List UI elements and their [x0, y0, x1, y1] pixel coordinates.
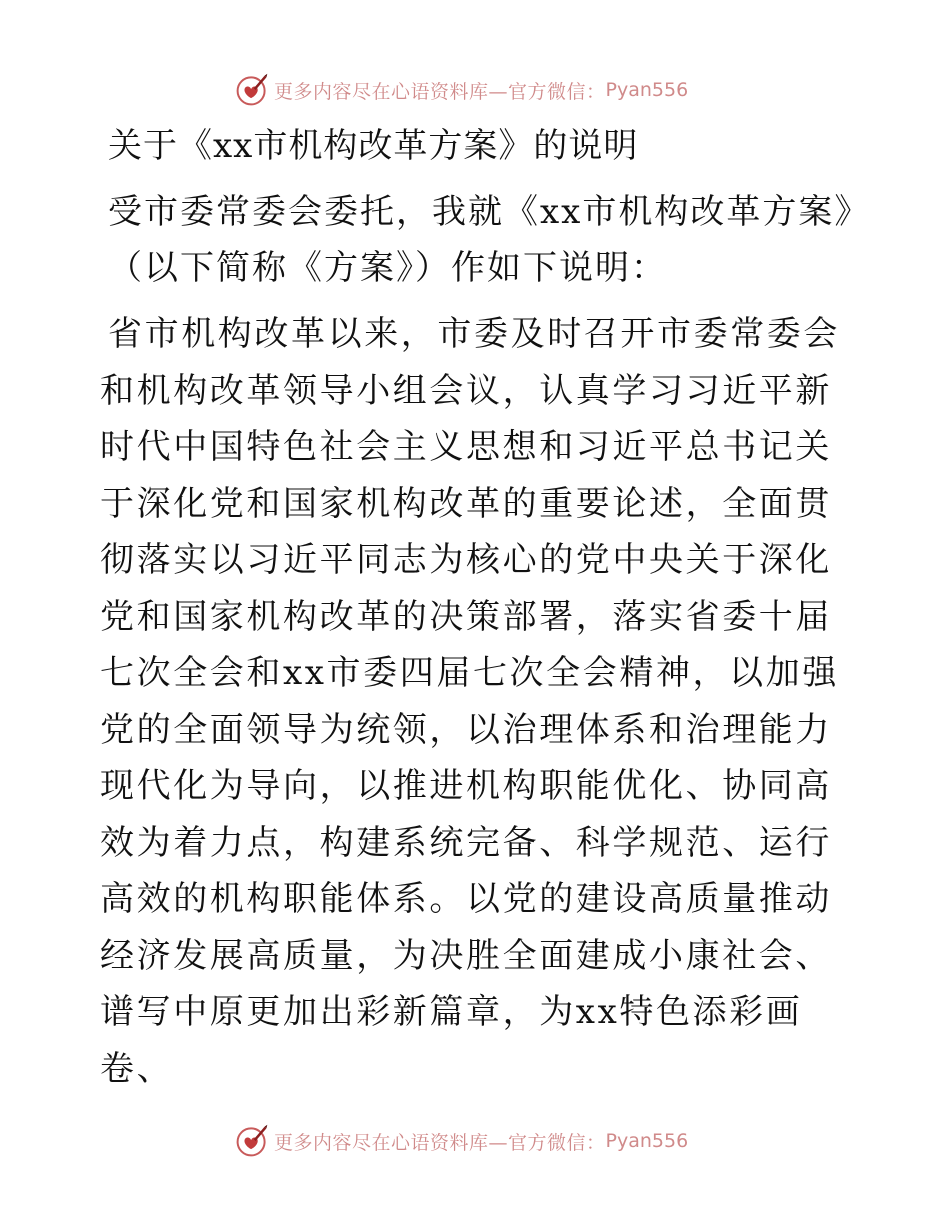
paragraph-2: 省市机构改革以来，市委及时召开市委常委会和机构改革领导小组会议，认真学习习近平新时代中国特色社会主义思想和习近平总书记关于深化党和国家机构改革的重要论述，全面贯彻落实以习近平同志为核心的党中央关于深化党和国家机构改革的决策部署，落实省委十届七次全会和xx市委四届七次全会精神，以加强党的全面领导为统领，以治理体系和治理能力现代化为导向，以推进机构职能优化、协同高效为着力点，构建系统完备、科学规范、运行高效的机构职能体系。以党的建设高质量推动经济发展高质量，为决胜全面建成小康社会、谱写中原更加出彩新篇章，为xx特色添彩画卷、	[100, 314, 840, 1089]
watermark-handle: Pyan556	[605, 79, 689, 101]
header-watermark	[0, 70, 950, 110]
pen-heart-icon	[234, 1123, 270, 1159]
watermark-text: 更多内容尽在心语资料库—官方微信：	[274, 80, 606, 103]
document-body	[100, 122, 860, 1097]
document-title: 关于《xx市机构改革方案》的说明	[108, 126, 639, 166]
footer-watermark	[0, 1121, 950, 1161]
watermark-text: 更多内容尽在心语资料库—官方微信：	[274, 1131, 606, 1154]
pen-heart-icon	[234, 72, 270, 108]
watermark-handle: Pyan556	[605, 1130, 689, 1152]
paragraph-1: 受市委常委会委托，我就《xx市机构改革方案》（以下简称《方案》）作如下说明：	[108, 192, 854, 288]
